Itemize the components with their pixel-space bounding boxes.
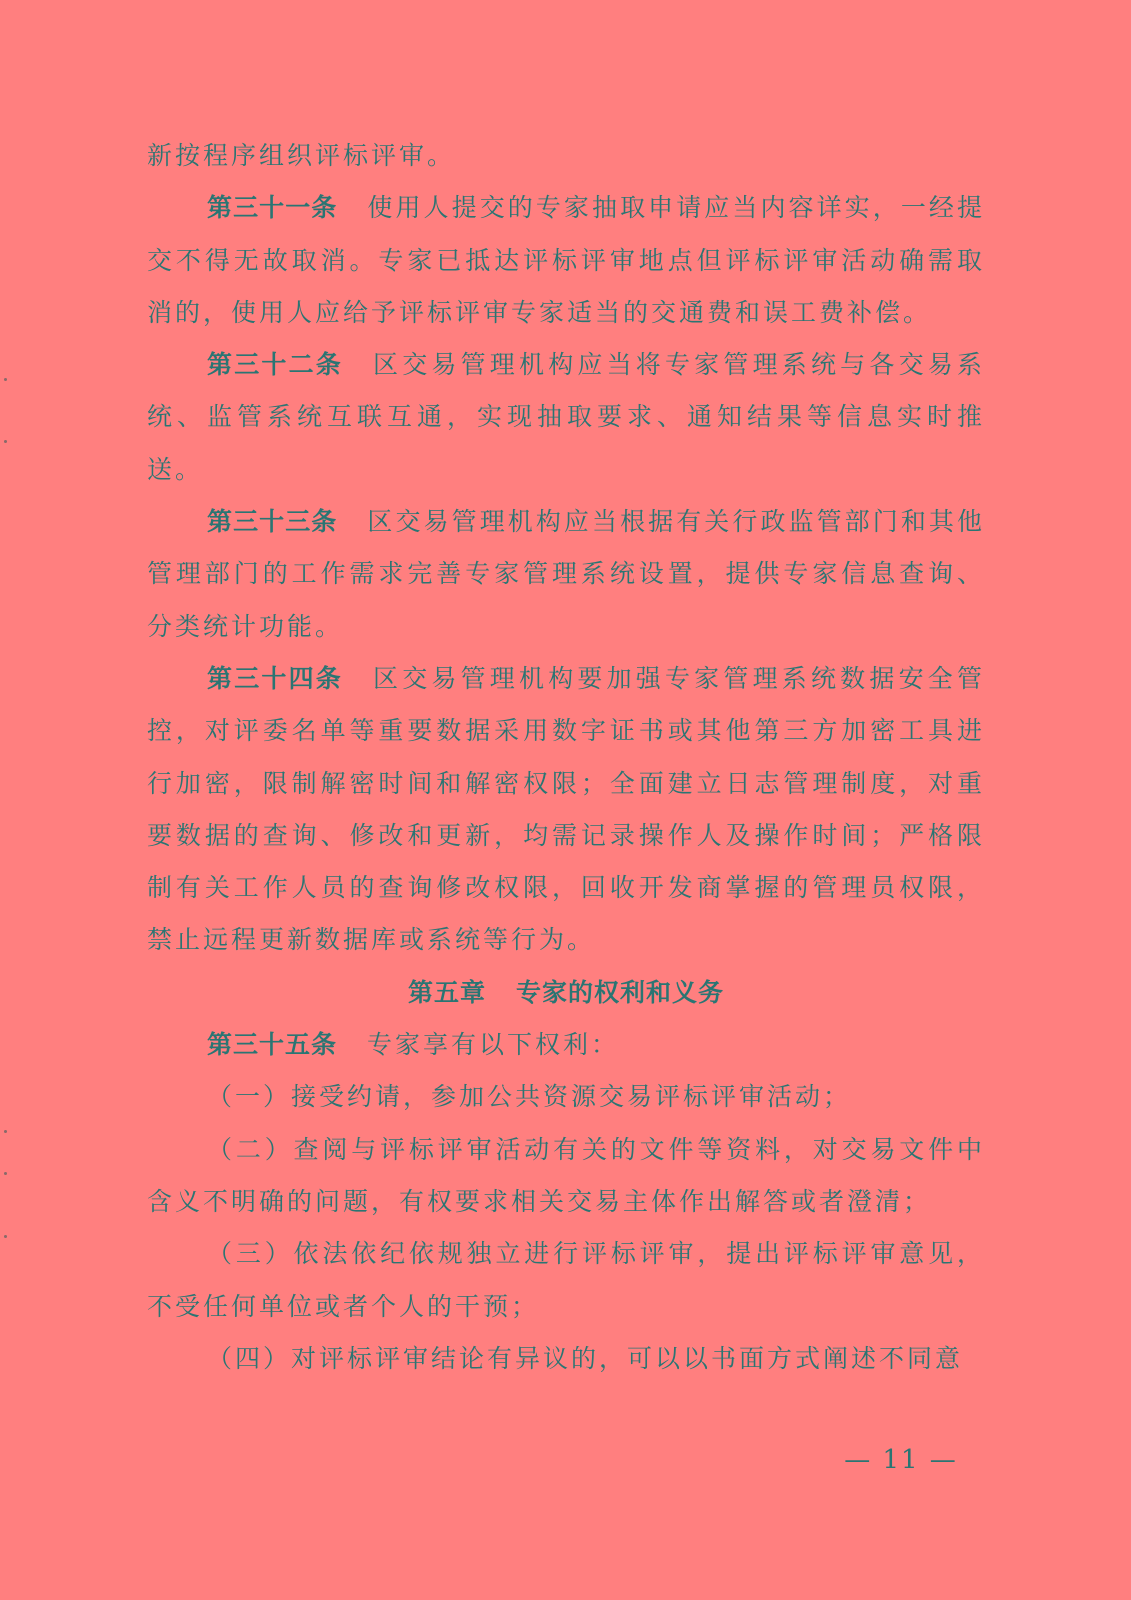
binding-mark: [4, 1130, 7, 1133]
chapter-number: 第五章: [407, 977, 486, 1007]
article-31: [147, 182, 985, 339]
article-number: 第三十二条: [207, 350, 343, 380]
list-item-1: [147, 1071, 985, 1123]
document-body: [147, 130, 985, 1385]
binding-mark: [4, 1172, 7, 1175]
article-35: [147, 1019, 985, 1071]
list-item-text: （二）查阅与评标评审活动有关的文件等资料，对交易文件中含义不明确的问题，有权要求相关交易主体作出解答或者澄清；: [147, 1134, 985, 1216]
binding-mark: [4, 1235, 7, 1238]
article-text: 区交易管理机构应当将专家管理系统与各交易系统、监管系统互联互通，实现抽取要求、通知结果等信息实时推送。: [147, 350, 985, 484]
chapter-title: 专家的权利和义务: [516, 977, 725, 1007]
paragraph-continuation: [147, 130, 985, 182]
article-number: 第三十三条: [207, 507, 338, 537]
article-text: 使用人提交的专家抽取申请应当内容详实，一经提交不得无故取消。专家已抵达评标评审地点但评标评审活动确需取消的，使用人应给予评标评审专家适当的交通费和误工费补偿。: [147, 193, 985, 327]
article-number: 第三十五条: [207, 1030, 338, 1060]
article-34: [147, 653, 985, 967]
article-text: 区交易管理机构应当根据有关行政监管部门和其他管理部门的工作需求完善专家管理系统设置，提供专家信息查询、分类统计功能。: [147, 507, 985, 641]
article-33: [147, 496, 985, 653]
list-item-text: （一）接受约请，参加公共资源交易评标评审活动；: [207, 1082, 852, 1112]
list-item-4: [147, 1333, 985, 1385]
list-item-3: [147, 1228, 985, 1333]
binding-mark: [4, 440, 7, 443]
paragraph-text: 新按程序组织评标评审。: [147, 141, 456, 170]
article-number: 第三十四条: [207, 663, 343, 693]
binding-mark: [4, 378, 7, 381]
list-item-text: （四）对评标评审结论有异议的，可以以书面方式阐述不同意: [207, 1343, 964, 1373]
list-item-text: （三）依法依纪依规独立进行评标评审，提出评标评审意见，不受任何单位或者个人的干预；: [147, 1239, 985, 1321]
article-32: [147, 339, 985, 496]
article-text: 专家享有以下权利：: [367, 1030, 620, 1060]
page-number: — 11 —: [844, 1445, 958, 1475]
article-number: 第三十一条: [207, 193, 338, 223]
list-item-2: [147, 1124, 985, 1229]
article-text: 区交易管理机构要加强专家管理系统数据安全管控，对评委名单等重要数据采用数字证书或其他第三方加密工具进行加密，限制解密时间和解密权限；全面建立日志管理制度，对重要数据的查询、修改和更新，均需记录操作人及操作时间；严格限制有关工作人员的查询修改权限，回收开发商掌握的管理员权限，禁止远程更新数据库或系统等行为。: [147, 663, 985, 955]
chapter-heading: [147, 967, 985, 1019]
